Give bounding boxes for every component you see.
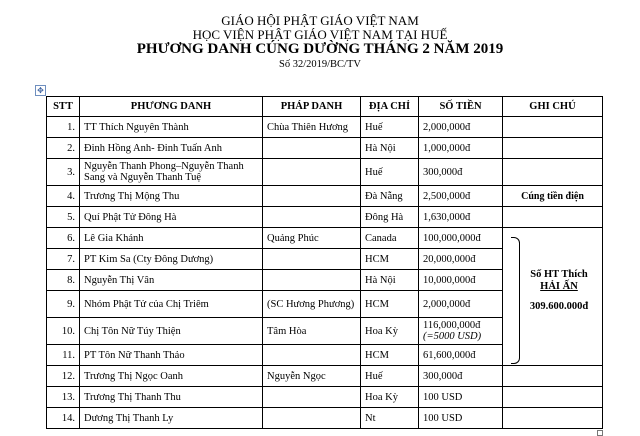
cell-address: Huế [361,117,419,138]
cell-amount: 1,000,000đ [419,138,503,159]
col-header-phap-danh: PHÁP DANH [263,97,361,117]
end-of-cell-marker [597,430,603,436]
cell-name: Nguyễn Thị Vân [80,270,263,291]
cell-amount: 300,000đ [419,159,503,186]
cell-note [503,138,603,159]
cell-address: Huế [361,366,419,387]
cell-phap-danh: Tâm Hòa [263,318,361,345]
document-title: PHƯƠNG DANH CÚNG DƯỜNG THÁNG 2 NĂM 2019 [136,41,504,57]
col-header-name: PHƯƠNG DANH [80,97,263,117]
cell-note [503,207,603,228]
cell-address: Đông Hà [361,207,419,228]
cell-stt: 14. [47,408,80,429]
col-header-address: ĐỊA CHỈ [361,97,419,117]
cell-amount: 100,000,000đ [419,228,503,249]
cell-address: Huế [361,159,419,186]
group-summary-label-prefix: Số HT Thích [530,269,588,280]
cell-name: PT Kim Sa (Cty Đông Dương) [80,249,263,270]
cell-amount: 20,000,000đ [419,249,503,270]
cell-amount: 2,500,000đ [419,186,503,207]
cell-phap-danh: Nguyễn Ngọc [263,366,361,387]
cell-name: Chị Tôn Nữ Túy Thiện [80,318,263,345]
amount-usd-equivalent: (=5000 USD) [423,331,482,342]
cell-stt: 11. [47,345,80,366]
cell-amount: 100 USD [419,387,503,408]
cell-note [503,366,603,387]
cell-address: Canada [361,228,419,249]
cell-name: Trương Thị Thanh Thu [80,387,263,408]
amount-vnd: 116,000,000đ [423,320,481,331]
table-row [47,159,603,186]
cell-address: Đà Nẵng [361,186,419,207]
cell-name: Nguyễn Thanh Phong–Nguyễn Thanh Sang và Nguyễn Thanh Tuệ [80,159,263,186]
table-row [47,366,603,387]
group-summary-total: 309.600.000đ [529,301,589,312]
cell-phap-danh: Chùa Thiên Hương [263,117,361,138]
table-row [47,387,603,408]
table-header-row [47,97,603,117]
cell-amount: 100 USD [419,408,503,429]
cell-address: Hoa Kỳ [361,387,419,408]
cell-name: Nhóm Phật Tử của Chị Triêm [80,291,263,318]
table-row [47,408,603,429]
cell-amount: 61,600,000đ [419,345,503,366]
group-summary-label-name: HẢI ẤN [540,281,578,292]
cell-phap-danh [263,138,361,159]
cell-stt: 2. [47,138,80,159]
cell-stt: 4. [47,186,80,207]
cell-name: Trương Thị Ngọc Oanh [80,366,263,387]
table-row [47,117,603,138]
table-move-handle-icon[interactable]: ✥ [35,85,46,96]
cell-address: Nt [361,408,419,429]
cell-phap-danh [263,345,361,366]
cell-address: Hoa Kỳ [361,318,419,345]
cell-phap-danh: (SC Hương Phương) [263,291,361,318]
cell-phap-danh [263,387,361,408]
cell-phap-danh [263,249,361,270]
cell-phap-danh [263,270,361,291]
cell-address: HCM [361,249,419,270]
cell-stt: 13. [47,387,80,408]
cell-amount: 10,000,000đ [419,270,503,291]
table-row [47,207,603,228]
cell-note [503,159,603,186]
cell-note: Cúng tiền điện [503,186,603,207]
cell-address: Hà Nội [361,138,419,159]
cell-stt: 12. [47,366,80,387]
cell-name: TT Thích Nguyên Thành [80,117,263,138]
cell-note [503,387,603,408]
cell-stt: 1. [47,117,80,138]
table-row [47,186,603,207]
col-header-amount: SỐ TIỀN [419,97,503,117]
header-line-2: HỌC VIỆN PHẬT GIÁO VIỆT NAM TẠI HUẾ [192,27,448,42]
cell-name: Đinh Hồng Anh- Đinh Tuấn Anh [80,138,263,159]
cell-stt: 9. [47,291,80,318]
cell-address: Hà Nội [361,270,419,291]
group-summary [516,269,602,313]
cell-phap-danh [263,207,361,228]
header-line-1: GIÁO HỘI PHẬT GIÁO VIỆT NAM [221,13,419,28]
col-header-note: GHI CHÚ [503,97,603,117]
table-row [47,138,603,159]
cell-amount: 2,000,000đ [419,291,503,318]
cell-phap-danh [263,408,361,429]
cell-phap-danh: Quảng Phúc [263,228,361,249]
cell-stt: 10. [47,318,80,345]
document-number: Số 32/2019/BC/TV [279,59,361,70]
cell-amount: 1,630,000đ [419,207,503,228]
cell-amount: 2,000,000đ [419,117,503,138]
cell-note [503,117,603,138]
cell-address: HCM [361,345,419,366]
cell-stt: 3. [47,159,80,186]
cell-name: Quí Phật Tử Đông Hà [80,207,263,228]
cell-amount [419,318,503,345]
cell-address: HCM [361,291,419,318]
cell-amount: 300,000đ [419,366,503,387]
cell-name: Lê Gia Khánh [80,228,263,249]
col-header-stt: STT [47,97,80,117]
cell-stt: 7. [47,249,80,270]
cell-phap-danh [263,159,361,186]
cell-name: PT Tôn Nữ Thanh Thảo [80,345,263,366]
cell-stt: 5. [47,207,80,228]
cell-note [503,408,603,429]
cell-stt: 8. [47,270,80,291]
cell-phap-danh [263,186,361,207]
cell-stt: 6. [47,228,80,249]
cell-name: Trương Thị Mộng Thu [80,186,263,207]
cell-name: Dương Thị Thanh Ly [80,408,263,429]
